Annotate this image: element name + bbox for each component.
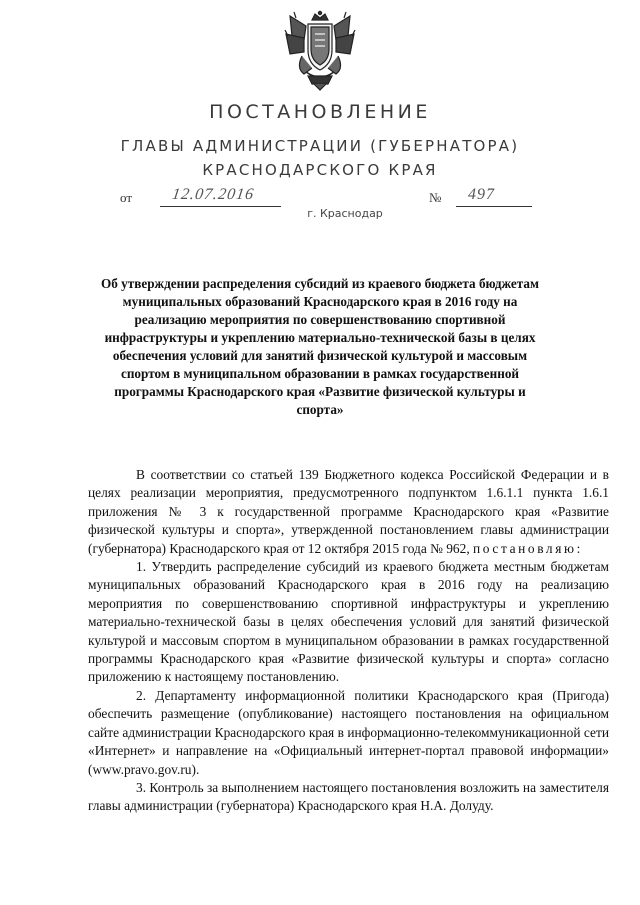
item-2-paragraph: 2. Департаменту информационной политики Краснодарского края (Пригода) обеспечить размещение (опубликование) настоящего постановления на официальном сайте администрации Краснодарского края в информационно-телекоммуникационной сети «Интернет» и направление на «Официальный интернет-портал правовой информации» (www.pravo.gov.ru). <box>88 687 609 777</box>
number-prefix: № <box>429 190 442 205</box>
issuer-heading: ГЛАВЫ АДМИНИСТРАЦИИ (ГУБЕРНАТОРА) <box>120 137 520 155</box>
city-label: г. Краснодар <box>307 207 383 220</box>
coat-of-arms-emblem <box>282 10 358 92</box>
document-title: Об утверждении распределения субсидий из краевого бюджета бюджетам муниципальных образований Краснодарского края в 2016 году на реализацию мероприятия по совершенствованию спортивной инфраструктуры и укреплению материально-технической базы в целях обеспечения условий для занятий физической культурой и массовым спортом в муниципальном образовании в рамках государственной программы Краснодарского края «Развитие физической культуры и спорта» <box>101 276 539 417</box>
preamble-text: В соответствии со статьей 139 Бюджетного кодекса Российской Федерации и в целях реализации мероприятия, предусмотренного подпунктом 1.6.1.1 пункта 1.6.1 приложения № 3 к государственной программе Краснодарского края «Развитие физической культуры и спорта», утвержденной постановлением главы администрации (губернатора) Краснодарского края от 12 октября 2015 года № 962, <box>88 467 609 556</box>
preamble-paragraph <box>88 466 609 558</box>
decree-word: постановляю: <box>473 540 583 556</box>
document-body <box>88 466 609 816</box>
date-prefix: от <box>120 190 133 205</box>
item-3-paragraph: 3. Контроль за выполнением настоящего постановления возложить на заместителя главы администрации (губернатора) Краснодарского края Н.А. Долуду. <box>88 779 609 814</box>
date-value: 12.07.2016 <box>170 186 256 203</box>
number-value: 497 <box>468 186 495 203</box>
item-1-paragraph: 1. Утвердить распределение субсидий из краевого бюджета местным бюджетам муниципальных образований Краснодарского края в 2016 году на реализацию мероприятия по совершенствованию спортивной инфраструктуры и укреплению материально-технической базы в целях обеспечения условий для занятий физической культурой и массовым спортом в муниципальном образовании в рамках государственной программы Краснодарского края «Развитие физической культуры и спорта» согласно приложению к настоящему постановлению. <box>88 559 609 685</box>
region-heading: КРАСНОДАРСКОГО КРАЯ <box>202 161 438 179</box>
document-type-heading: ПОСТАНОВЛЕНИЕ <box>209 101 431 123</box>
